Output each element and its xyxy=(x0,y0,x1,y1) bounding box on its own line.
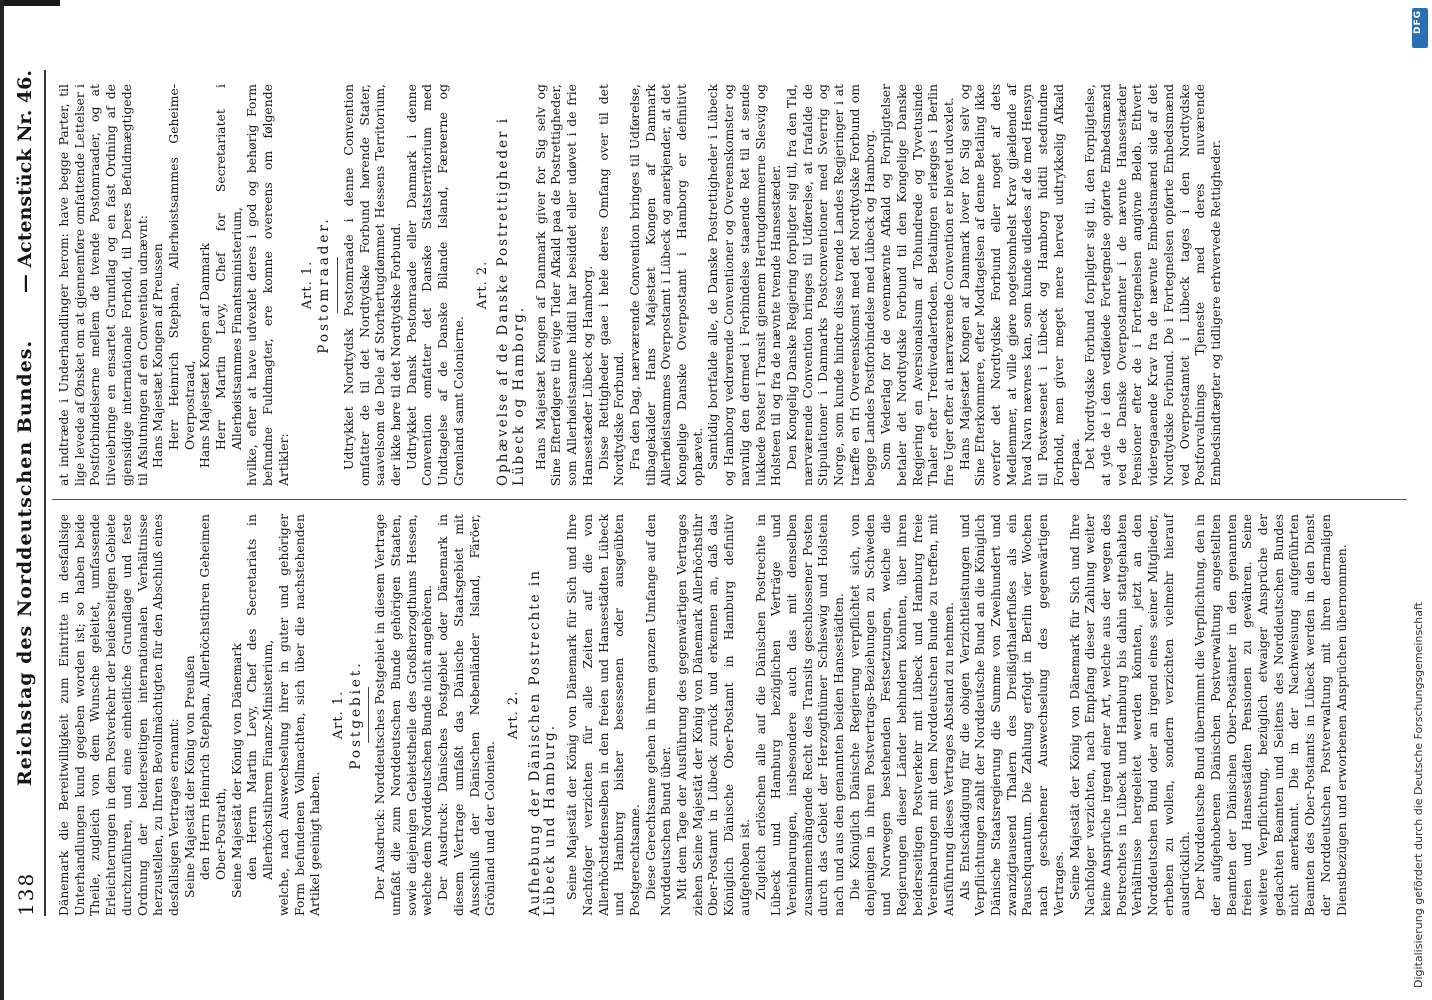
paragraph: Der Ausdruck: Dänisches Postgebiet oder Dänemark in diesem Vertrage umfaßt das Dänische Staatsgebiet mit Ausschluß der Dänischen Nebenländer Island, Färöer, Grönland und der Colonien. xyxy=(435,514,498,916)
paragraph: Udtrykket Nordtydsk Postomraade i denne Convention omfatter de til det Nordtydske Forbund hørende Stater, saavelsom de Dele af Storhertugdømmet Hessens Territorium, der ikke høre til det Nordtydske Forbund. xyxy=(340,84,404,486)
paragraph: Hans Majestæt Kongen af Danmark lover for Sig selv og Sine Efterkommere, efter Modtagelsen af denne Betaling ikke overfor det Nordtydske Forbund eller noget af dets Medlemmer, at ville gjøre nogetsomhelst Krav gjældende af hvad Navn nævnes kan, som kunde udledes af de med Hensyn til Postvæsenet i Lübeck og Hamborg hidtil stedfundne Forhold, men giver meget mere herved udtrykkelig Afkald derpaa. xyxy=(956,84,1082,486)
document-piece-number: — Actenstück Nr. 46. xyxy=(14,70,36,294)
paragraph: Als Entschädigung für die obigen Verzichtleistungen und Verpflichtungen zahlt der Norddeutsche Bund an die Königlich Dänische Staatsregierung die Summe von Zweihundert und zwanzigtausend Thalern des Dreißigthalerfußes als ein Pauschquantum. Die Zahlung erfolgt in Berlin vier Wochen nach geschehener Auswechselung des gegenwärtigen Vertrages. xyxy=(956,514,1066,916)
section-heading: Aufhebung der Dänischen Postrechte in Lübeck und Hamburg. xyxy=(526,569,559,916)
page-header xyxy=(12,70,42,916)
paragraph: hvilke, efter at have udvexlet deres i god og behørig Form befundne Fuldmagter, ere komne overeens om følgende Artikler: xyxy=(244,84,291,486)
paragraph: Udtrykket Dansk Postomraade eller Danmark i denne Convention omfatter det Danske Statsterritorium med Undtagelse af de Danske Bilande Island, Færøerne og Grønland samt Colonierne. xyxy=(403,84,466,486)
digitization-credit-bar xyxy=(1407,0,1432,1000)
dfg-logo xyxy=(1412,8,1428,48)
paragraph: Fra den Dag, nærværende Convention bringes til Udførelse, tilbagekalder Hans Majestæt Kongen af Danmark Allerhøistsammes Overpostamt i Lübeck og anerkjender, at det Kongelige Danske Overpostamt i Hamborg er definitivt ophævet. xyxy=(626,84,705,486)
article-number: Art. 2. xyxy=(474,260,490,310)
signatory-line: Hans Majestæt Kongen af Danmark xyxy=(197,243,213,468)
heading-rule xyxy=(337,257,338,313)
paragraph: Diese Gerechtsame gehen in ihrem ganzen Umfange auf den Norddeutschen Bund über. xyxy=(642,514,674,916)
section-heading: Ophævelse af de Danske Postrettigheder i Lübeck og Hamborg. xyxy=(495,116,527,486)
header-rule xyxy=(44,70,46,916)
paragraph: Seine Majestät der König von Dänemark für Sich und Ihre Nachfolger verzichten für alle Zeiten auf die von Allerhöchstdenselben in den freien und Hansestädten Lübeck und Hamburg bisher besessenen oder ausgeübten Postgerechtsame. xyxy=(564,514,642,916)
running-title: Reichstag des Norddeutschen Bundes. xyxy=(14,339,36,786)
page-number: 138 xyxy=(14,871,38,916)
paragraph: Som Vederlag for de ovennævnte Afkald og Forpligtelser betaler det Nordtydske Forbund til den Kongelige Danske Regjering en Aversionalsum af Tohundrede og Tyvetusinde Thaler efter Tredivedalerfoden. Betalingen erlægges i Berlin fire Uger efter at nærværende Convention er blevet udvexlet. xyxy=(878,84,956,486)
paragraph: at indtræde i Underhandlinger herom: have begge Parter, til lige levede af Ønsket om at gjennemføre omfattende Lettelser i Postforbindelserne mellem de tvende Postomraader, og at tilveiebringe en ensartet Grundlag og en fast Ordning af de gjensidige internationale Forhold, til Deres Befuldmægtigede til Afslutningen af en Convention udnævnt: xyxy=(56,84,150,486)
signatory-line: Seine Majestät der König von Preußen xyxy=(181,655,197,898)
german-text-column xyxy=(56,514,1349,916)
digitization-credit: Digitalisierung gefördert durch die Deutsche Forschungsgemeinschaft xyxy=(1412,602,1425,988)
paragraph: Disse Rettigheder gaae i hele deres Omfang over til det Nordtydske Forbund. xyxy=(595,84,627,486)
paragraph: Mit dem Tage der Ausführung des gegenwärtigen Vertrages ziehen Seine Majestät der König von Dänemark Allerhöchstihr Ober-Postamt in Lübeck zurück und erkennen an, daß das Königlich Dänische Ober-Postamt in Hamburg definitiv aufgehoben ist. xyxy=(674,514,752,916)
paragraph: Det Nordtydske Forbund forpligter sig til, den Forpligtelse, at yde de i den vedføiede Fortegnelse opførte Embedsmænd ved de Danske Overpostamter i de nævnte Hansestæder Pensioner efter de i Fortegnelsen angivne Beløb. Ethvert videregaaende Krav fra de nævnte Embedsmænd side af det Nordtydske Forbund. De i Fortegnelsen opførte Embedsmænd ved Overpostamtet i Lübeck tages i den Nordtydske Postforvaltnings Tjeneste med deres nuværende Embedsindtægter og tidligere erhvervede Rettigheder. xyxy=(1082,84,1223,486)
heading-rule xyxy=(368,687,369,743)
article-number: Art. 1. xyxy=(299,260,315,310)
paragraph: Zugleich erlöschen alle auf die Dänischen Postrechte in Lübeck und Hamburg bezüglichen Verträge und Vereinbarungen, insbesondere auch das mit denselben zusammenhängende Recht des Transits geschlossener Posten durch das Gebiet der Herzogthümer Schleswig und Holstein nach und aus den genannten beiden Hansestädten. xyxy=(752,514,847,916)
signatory-line: Seine Majestät der König von Dänemark xyxy=(228,643,244,898)
paragraph: Den Kongelig Danske Regjering forpligter sig til, fra den Tid, nærværende Convention bringes til Udførelse, at frafalde de Stipulationer i Danmarks Postconventioner med Sverrig og Norge, som kunde hindre disse tvende Landes Regjeringer i at træffe en fri Overeenskomst med det Nordtydske Forbund om begge Landes Postforbindelse med Lübeck og Hamborg. xyxy=(783,84,878,486)
paragraph: Hans Majestæt Kongen af Danmark giver for Sig selv og Sine Efterfølgere til evige Tider Afkald paa de Postrettigheder, som Allerhøistsamme hidtil har besiddet eller udøvet i de frie Hansestæder Lübeck og Hamborg. xyxy=(532,84,595,486)
column-divider xyxy=(52,499,1414,500)
article-number: Art. 1. xyxy=(330,690,346,740)
paragraph: Der Norddeutsche Bund übernimmt die Verpflichtung, den in der aufgehobenen Dänischen Postverwaltung angestellten Beamten der Dänischen Ober-Postämter in den genannten freien und Hansestädten Pensionen zu gewähren. Seine weitere Verpflichtung, bezüglich etwaiger Ansprüche der gedachten Beamten und Seitens des Norddeutschen Bundes nicht anerkannt. Die in der Nachweisung aufgeführten Beamten des Ober-Postamts in Lübeck werden in den Dienst der Norddeutschen Postverwaltung mit ihren dermaligen Dienstbezügen und erworbenen Ansprüchen übernommen. xyxy=(1192,514,1349,916)
paragraph: welche, nach Auswechselung ihrer in guter und gehöriger Form befundenen Vollmachten, sich über die nachstehenden Artikel geeinigt haben. xyxy=(275,514,323,916)
paragraph: Dänemark die Bereitwilligkeit zum Eintritte in desfallsige Unterhandlungen kund gegeben worden ist; so haben beide Theile, zugleich von dem Wunsche geleitet, umfassende Erleichterungen in dem Postverkehr der beiderseitigen Gebiete durchzuführen, und eine einheitliche Grundlage und feste Ordnung der beiderseitigen internationalen Verhältnisse herzustellen, zu Ihren Bevollmächtigten für den Abschluß eines desfallsigen Vertrages ernannt: xyxy=(56,514,181,916)
paragraph: Seine Majestät der König von Dänemark für Sich und Ihre Nachfolger verzichten, nach Empfang dieser Zahlung weiter keine Ansprüche irgend einer Art, welche aus der wegen des Postrechtes in Lübeck und Hamburg bis dahin stattgehabten Verhältnisse hergeleitet werden könnten, jetzt an den Norddeutschen Bund oder an irgend eines seiner Mitglieder, erheben zu wollen, sondern verzichten vielmehr hierauf ausdrücklich. xyxy=(1066,514,1192,916)
signatory-line: den Herrn Martin Levy, Chef des Secretariats in Allerhöchstihrem Finanz-Ministerium, xyxy=(244,514,276,880)
paragraph: Die Königlich Dänische Regierung verpflichtet sich, von denjenigen in ihren Postvertrags-Beziehungen zu Schweden und Norwegen bestehenden Festsetzungen, welche die Regierungen dieser Länder behindern könnten, über ihren beiderseitigen Postverkehr mit Lübeck und Hamburg freie Vereinbarungen mit dem Norddeutschen Bunde zu treffen, mit Ausführung dieses Vertrages Abstand zu nehmen. xyxy=(846,514,956,916)
paragraph: Samtidig bortfalde alle, de Danske Postrettigheder i Lübeck og Hamborg vedrørende Conventioner og Overeenskomster og navnlig den dermed i Forbindelse staaende Ret til at sende lukkede Poster i Transit gjennem Hertugdømmerne Slesvig og Holsteen til og fra de nævnte tvende Hansestæder. xyxy=(705,84,784,486)
article-heading: Postgebiet. xyxy=(347,660,364,770)
article-heading: Postomraader. xyxy=(316,216,333,354)
paragraph: Der Ausdruck: Norddeutsches Postgebiet in diesem Vertrage umfaßt die zum Norddeutschen Bunde gehörigen Staaten, sowie diejenigen Gebietstheile des Großherzogthums Hessen, welche dem Norddeutschen Bunde nicht angehören. xyxy=(372,514,435,916)
signatory-line: Herr Martin Levy, Chef for Secretariatet i Allerhøistsammes Finantsministerium, xyxy=(213,84,244,450)
danish-text-column xyxy=(56,84,1224,486)
page-top-rule xyxy=(0,0,4,1000)
signatory-line: den Herrn Heinrich Stephan, Allerhöchstihren Geheimen Ober-Postrath, xyxy=(197,514,229,880)
dfg-logo-text: DFG xyxy=(1413,10,1423,35)
signatory-line: Herr Heinrich Stephan, Allerhøistsammes Geheime-Overpostraad, xyxy=(165,84,197,450)
article-number: Art. 2. xyxy=(505,690,521,740)
signatory-line: Hans Majestæt Kongen af Preussen xyxy=(150,243,166,468)
